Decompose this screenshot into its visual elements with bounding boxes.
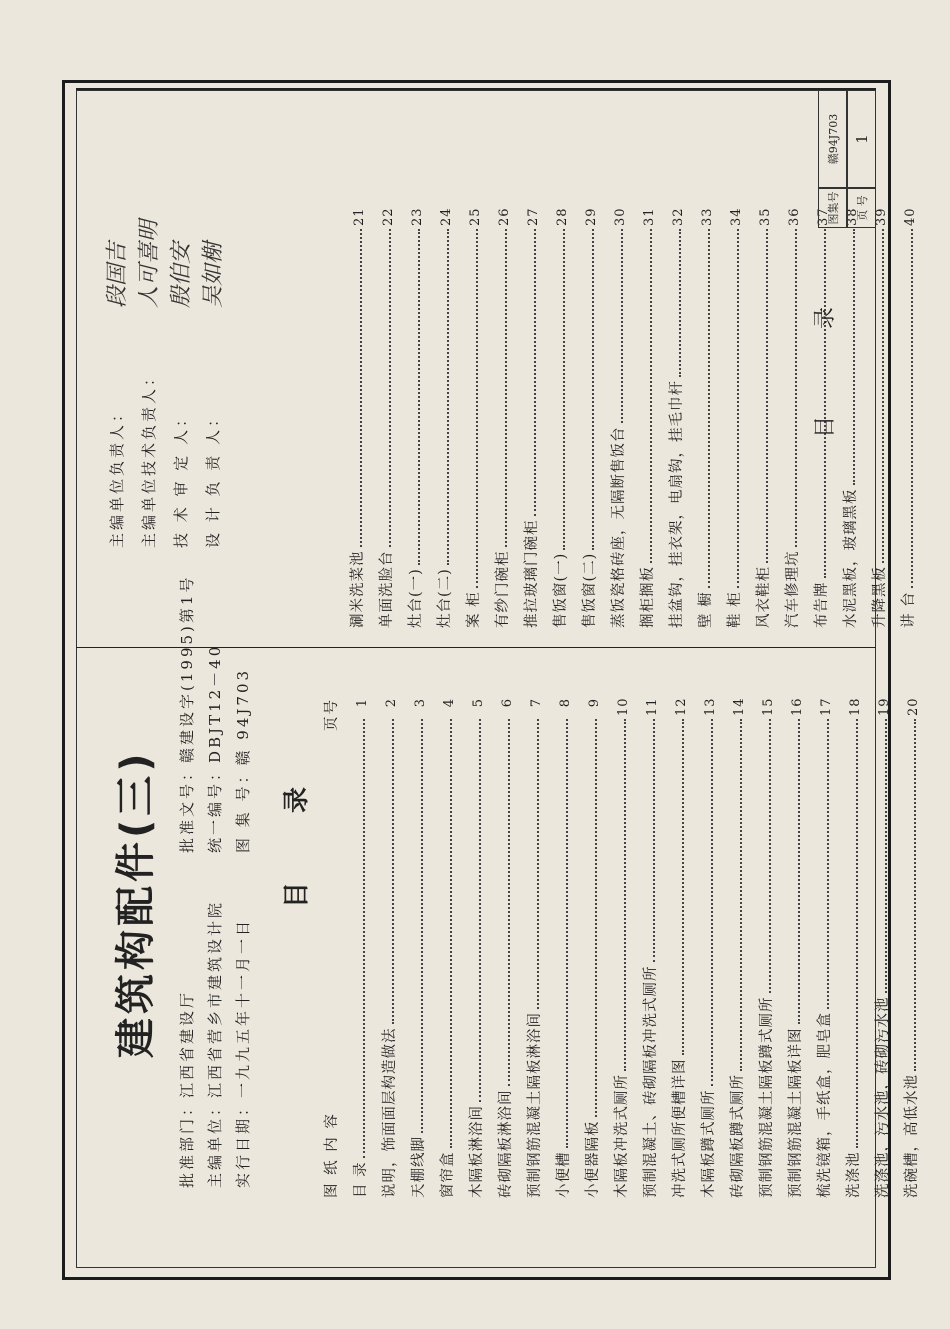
title-block: [818, 90, 876, 228]
toc-page: 38: [845, 207, 860, 226]
toc-page: 8: [558, 698, 573, 708]
toc-row: [715, 208, 744, 628]
toc-title: 有纱门碗柜: [495, 550, 511, 628]
toc-page: 2: [384, 698, 399, 708]
toc-row: [541, 208, 570, 628]
toc-row: [486, 698, 515, 1198]
toc-title: 推拉玻璃门碗柜: [524, 519, 540, 628]
toc-leader: [708, 229, 710, 588]
toc-row: [718, 698, 747, 1198]
toc-row: [889, 208, 918, 628]
atlas-no: 图 集 号：赣 94J703: [234, 667, 252, 853]
toc-leader: [650, 229, 652, 563]
toc-title: 小便器隔板: [585, 1120, 601, 1198]
unified-no: 统一编号：DBJT12－40: [206, 643, 224, 853]
toc-row: [744, 208, 773, 628]
toc-row: [860, 208, 889, 628]
toc-title: 售饭窗(二): [582, 552, 598, 628]
toc-row: [512, 208, 541, 628]
toc-page: 39: [874, 207, 889, 226]
staff-role: 主编单位负责人：: [108, 403, 126, 548]
toc-page: 12: [674, 697, 689, 716]
toc-page: 24: [439, 207, 454, 226]
toc-row: [773, 208, 802, 628]
toc-row: [747, 698, 776, 1198]
toc-page: 22: [381, 207, 396, 226]
toc-row: [657, 208, 686, 628]
staff-signature: 段国吉: [105, 241, 130, 308]
toc-title: 窗帘盒: [440, 1151, 456, 1198]
toc-page: 31: [642, 207, 657, 226]
toc-leader: [856, 719, 858, 1149]
toc-leader: [885, 719, 887, 994]
toc-page: 33: [700, 207, 715, 226]
toc-leader: [653, 719, 655, 963]
toc-title: 风衣鞋柜: [756, 566, 772, 628]
toc-row: [660, 698, 689, 1198]
toc-title: 涮米洗菜池: [350, 550, 366, 628]
toc-row: [454, 208, 483, 628]
toc-row: [515, 698, 544, 1198]
toc-row: [544, 698, 573, 1198]
panel-divider: [76, 647, 876, 648]
toc-header: [312, 698, 341, 1198]
approval-dept: 批准部门：江西省建设厅: [178, 989, 196, 1188]
toc-row: [341, 698, 370, 1198]
toc-page: 1: [355, 698, 370, 708]
toc-leader: [566, 719, 568, 1149]
toc-title: 砖砌隔板蹲式厕所: [730, 1074, 746, 1198]
approval-doc: 批准文号：赣建设字(1995)第1号: [178, 574, 196, 853]
toc-title: 木隔板淋浴间: [469, 1105, 485, 1198]
toc-page: 30: [613, 207, 628, 226]
toc-row: [570, 208, 599, 628]
toc-title: 售饭窗(一): [553, 552, 569, 628]
toc-title: 梳洗镜箱，手纸盒，肥皂盒: [817, 1012, 833, 1198]
toc-leader: [769, 719, 771, 994]
toc-title: 汽车修理坑: [785, 550, 801, 628]
toc-page: 35: [758, 207, 773, 226]
toc-title: 壁 橱: [698, 591, 714, 628]
toc-page: 19: [877, 697, 892, 716]
toc-page: 15: [761, 697, 776, 716]
toc-leader: [679, 229, 681, 377]
staff-signature: 人可喜明: [137, 219, 162, 308]
toc-title: 木隔板冲洗式厕所: [614, 1074, 630, 1198]
toc-row: [457, 698, 486, 1198]
tb-atlas-label: 图集号: [818, 188, 847, 228]
toc-heading: 目 录: [282, 756, 312, 908]
toc-row: [338, 208, 367, 628]
toc-title: 洗碗槽，高低水池: [904, 1074, 920, 1198]
toc-page: 17: [819, 697, 834, 716]
toc-row: [599, 208, 628, 628]
divider: [76, 88, 876, 90]
toc-row: [892, 698, 921, 1198]
toc-page: 11: [645, 697, 660, 716]
toc-title: 灶台(一): [408, 568, 424, 628]
toc-leader: [508, 719, 510, 1087]
toc-page: 5: [471, 698, 486, 708]
toc-title: 挂盆钩，挂衣架，电扇钩，挂毛巾杆: [669, 380, 685, 628]
toc-leader: [827, 719, 829, 1009]
toc-title: 洗涤池: [846, 1151, 862, 1198]
toc-leader: [537, 719, 539, 1009]
tb-atlas-value: 赣94J703: [818, 90, 847, 188]
staff-signature: 吴如榭: [201, 241, 226, 308]
toc-leader: [563, 229, 565, 550]
toc-page: 7: [529, 698, 544, 708]
toc-leader: [766, 229, 768, 563]
toc-row: [834, 698, 863, 1198]
toc-row: [602, 698, 631, 1198]
toc-header-content: 图 纸 内 容: [324, 1112, 340, 1198]
toc-row: [628, 208, 657, 628]
toc-title: 天棚线脚: [411, 1136, 427, 1198]
toc-leader: [711, 719, 713, 1087]
toc-left-column: [312, 698, 921, 1198]
toc-page: 23: [410, 207, 425, 226]
toc-leader: [798, 719, 800, 1025]
toc-row: [631, 698, 660, 1198]
toc-leader: [479, 719, 481, 1102]
toc-page: 28: [555, 207, 570, 226]
toc-leader: [450, 719, 452, 1149]
staff-signature: 殷伯安: [169, 241, 194, 308]
toc-leader: [421, 719, 423, 1133]
toc-title: 鞋 柜: [727, 591, 743, 628]
toc-row: [573, 698, 602, 1198]
toc-title: 预制钢筋混凝土隔板蹲式厕所: [759, 996, 775, 1198]
toc-row: [483, 208, 512, 628]
toc-leader: [592, 229, 594, 550]
toc-page: 37: [816, 207, 831, 226]
toc-page: 20: [906, 697, 921, 716]
toc-row: [776, 698, 805, 1198]
toc-leader: [853, 229, 855, 486]
toc-title: 木隔板蹲式厕所: [701, 1089, 717, 1198]
toc-page: 4: [442, 698, 457, 708]
toc-page: 9: [587, 698, 602, 708]
toc-title: 预制钢筋混凝土隔板详图: [788, 1027, 804, 1198]
toc-page: 3: [413, 698, 428, 708]
toc-row: [425, 208, 454, 628]
toc-leader: [740, 719, 742, 1071]
toc-leader: [534, 229, 536, 517]
toc-leader: [911, 229, 913, 588]
toc-page: 36: [787, 207, 802, 226]
toc-row: [805, 698, 834, 1198]
toc-title: 搁柜搁板: [640, 566, 656, 628]
toc-leader: [418, 229, 420, 565]
toc-row: [370, 698, 399, 1198]
toc-leader: [505, 229, 507, 548]
toc-page: 32: [671, 207, 686, 226]
toc-title: 洗涤池，污水池，砖砌污水池: [875, 996, 891, 1198]
toc-leader: [392, 719, 394, 1025]
toc-header-page: 页号: [324, 698, 340, 731]
toc-title: 砖砌隔板淋浴间: [498, 1089, 514, 1198]
rotated-sheet: [76, 90, 921, 1268]
toc-title: 讲 台: [901, 591, 917, 628]
toc-row: [863, 698, 892, 1198]
toc-row: [428, 698, 457, 1198]
toc-leader: [595, 719, 597, 1118]
toc-title: 水泥黑板，玻璃黑板: [843, 488, 859, 628]
toc-leader: [624, 719, 626, 1071]
toc-page: 16: [790, 697, 805, 716]
toc-page: 40: [903, 207, 918, 226]
tb-page-value: 1: [847, 90, 876, 188]
toc-title: 冲洗式厕所便槽详图: [672, 1058, 688, 1198]
toc-title: 说明，饰面面层构造做法: [382, 1027, 398, 1198]
toc-title: 案 柜: [466, 591, 482, 628]
toc-row: [689, 698, 718, 1198]
toc-page: 29: [584, 207, 599, 226]
staff-role: 主编单位技术负责人：: [140, 367, 158, 548]
toc-title: 预制混凝土、砖砌隔板冲洗式厕所: [643, 965, 659, 1198]
toc-page: 10: [616, 697, 631, 716]
toc-leader: [795, 229, 797, 548]
toc-title: 灶台(二): [437, 568, 453, 628]
toc-leader: [621, 229, 623, 424]
toc-page: 27: [526, 207, 541, 226]
toc-page: 21: [352, 207, 367, 226]
toc-leader: [389, 229, 391, 548]
toc-row: [396, 208, 425, 628]
editor-unit: 主编单位：江西省营乡市建筑设计院: [206, 899, 224, 1188]
toc-leader: [737, 229, 739, 588]
toc-row: [686, 208, 715, 628]
toc-leader: [363, 719, 365, 1158]
page-title: 建筑构配件(三): [113, 749, 159, 1058]
effective-date: 实行日期：一九九五年十一月一日: [234, 917, 252, 1188]
staff-role: 设 计 负 责 人：: [204, 408, 222, 548]
sheet-caption: 目 录: [813, 267, 838, 438]
toc-leader: [882, 229, 884, 563]
toc-leader: [682, 719, 684, 1056]
toc-page: 6: [500, 698, 515, 708]
toc-page: 18: [848, 697, 863, 716]
toc-title: 布告牌: [814, 581, 830, 628]
staff-role: 技 术 审 定 人：: [172, 408, 190, 548]
toc-page: 25: [468, 207, 483, 226]
toc-page: 13: [703, 697, 718, 716]
toc-row: [399, 698, 428, 1198]
toc-page: 34: [729, 207, 744, 226]
toc-title: 蒸饭瓷格砖座，无隔断售饭台: [611, 426, 627, 628]
toc-leader: [360, 229, 362, 548]
toc-title: 升降黑板: [872, 566, 888, 628]
toc-page: 26: [497, 207, 512, 226]
toc-leader: [914, 719, 916, 1071]
toc-row: [367, 208, 396, 628]
toc-title: 小便槽: [556, 1151, 572, 1198]
toc-leader: [476, 229, 478, 588]
tb-page-label: 页 号: [847, 188, 876, 228]
toc-title: 目 录: [353, 1161, 369, 1198]
toc-page: 14: [732, 697, 747, 716]
toc-leader: [447, 229, 449, 565]
toc-title: 预制钢筋混凝土隔板淋浴间: [527, 1012, 543, 1198]
toc-title: 单面洗脸台: [379, 550, 395, 628]
